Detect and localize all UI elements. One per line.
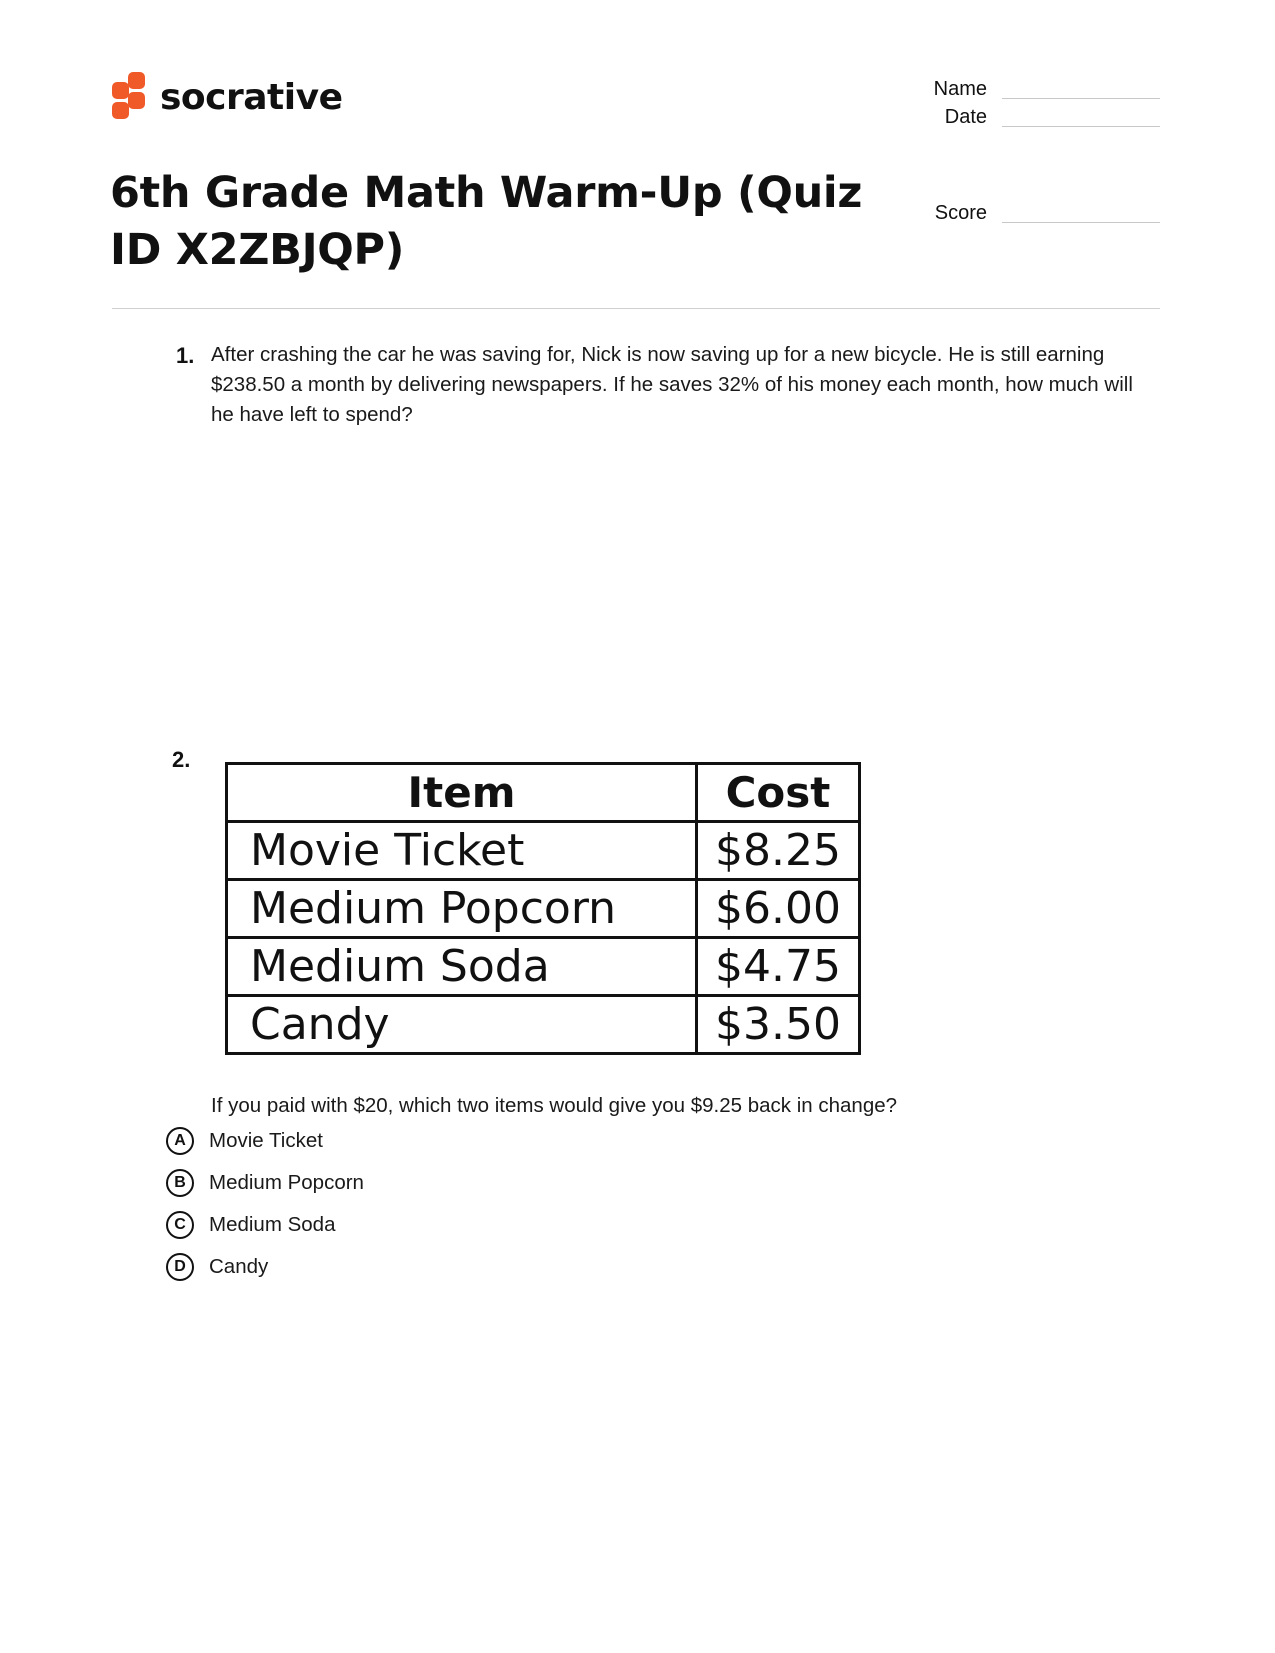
brand-name: socrative [160,76,343,118]
table-row [227,880,860,938]
hexagon-logo-icon [112,72,152,122]
table-header-row [227,764,860,822]
name-blank-line[interactable] [1002,98,1160,99]
item-cell: Medium Popcorn [227,880,697,938]
option-d[interactable] [166,1253,268,1281]
score-blank-line[interactable] [1002,222,1160,223]
item-cell: Medium Soda [227,938,697,996]
column-header-item: Item [227,764,697,822]
date-blank-line[interactable] [1002,126,1160,127]
name-field[interactable] [920,78,1160,101]
option-b-bubble[interactable]: B [166,1169,194,1197]
option-b[interactable] [166,1169,364,1197]
score-label: Score [934,202,988,224]
option-a[interactable] [166,1127,323,1155]
option-c-bubble[interactable]: C [166,1211,194,1239]
option-b-label: Medium Popcorn [209,1171,364,1194]
option-a-label: Movie Ticket [209,1129,323,1152]
socrative-logo [112,72,342,122]
column-header-cost: Cost [697,764,860,822]
date-label: Date [944,106,988,128]
score-field[interactable] [920,202,1160,225]
option-c-label: Medium Soda [209,1213,336,1236]
question-2-number: 2. [172,747,191,772]
option-a-bubble[interactable]: A [166,1127,194,1155]
question-1-number: 1. [176,343,195,368]
date-field[interactable] [920,106,1160,129]
question-2-text: If you paid with $20, which two items would give you $9.25 back in change? [211,1094,898,1117]
name-label: Name [933,78,988,100]
header-divider [112,308,1160,309]
table-row [227,938,860,996]
option-d-label: Candy [209,1255,269,1278]
option-c[interactable] [166,1211,335,1239]
cost-cell: $4.75 [697,938,860,996]
table-row [227,996,860,1054]
cost-cell: $6.00 [697,880,860,938]
option-d-bubble[interactable]: D [166,1253,194,1281]
question-1-text: After crashing the car he was saving for, Nick is now saving up for a new bicycle. He is still earning $238.50 a month by delivering newspapers. If he saves 32% of his money each month, how much will he have left to spend? [211,343,1133,426]
table-row [227,822,860,880]
quiz-title: 6th Grade Math Warm-Up (Quiz ID X2ZBJQP) [110,168,863,275]
cost-cell: $3.50 [697,996,860,1054]
item-cell: Candy [227,996,697,1054]
cost-cell: $8.25 [697,822,860,880]
item-cell: Movie Ticket [227,822,697,880]
price-table [225,762,861,1055]
